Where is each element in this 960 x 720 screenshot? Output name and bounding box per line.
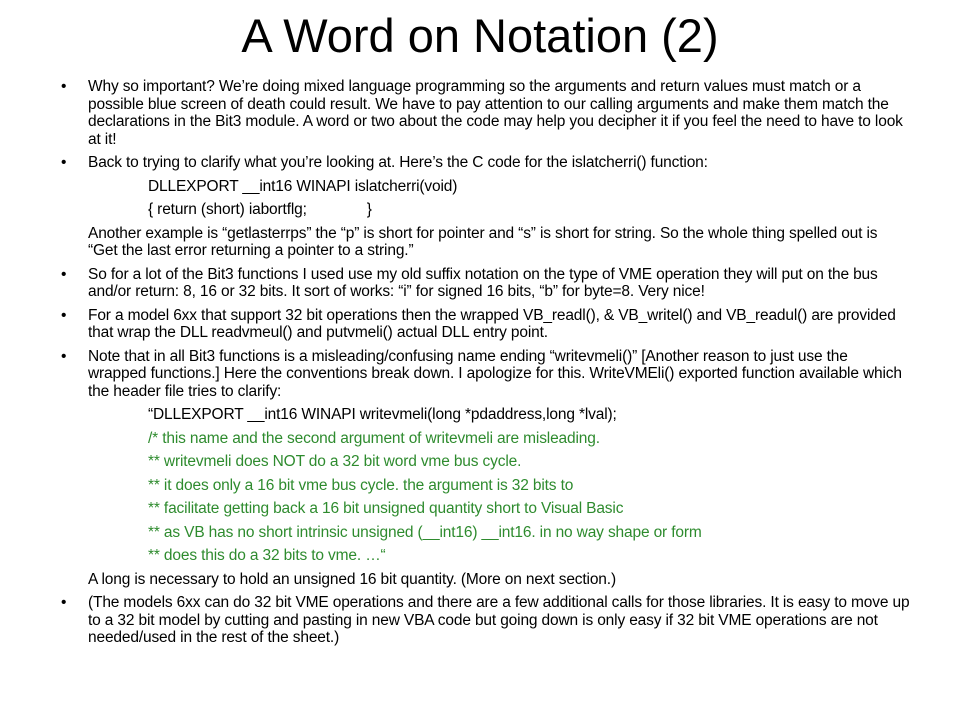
code-comment-line: ** writevmeli does NOT do a 32 bit word vme bus cycle.	[148, 453, 522, 470]
bullet-text: (The models 6xx can do 32 bit VME operations and there are a few additional calls for those libraries. It is easy to move up to a 32 bit model by cutting and pasting in new VBA code but going down is only easy if 32 bit VME operations are not needed/used in the rest of the sheet.)	[88, 594, 910, 646]
code-comment-line: ** facilitate getting back a 16 bit unsigned quantity short to Visual Basic	[148, 500, 624, 517]
bullet-text: Why so important? We’re doing mixed language programming so the arguments and return values must match or a possible blue screen of death could result. We have to pay attention to our calling arguments and make them match the declarations in the Bit3 module. A word or two about the code may help you decipher it if you feel the need to have to look at it!	[88, 78, 903, 148]
bullet-32bit-models	[60, 594, 910, 647]
bullet-followup-text: Another example is “getlasterrps” the “p” is short for pointer and “s” is short for string. So the whole thing spelled out is “Get the last error returning a pointer to a string.”	[88, 224, 878, 259]
bullet-dot: •	[61, 265, 67, 283]
bullet-dot: •	[61, 306, 67, 324]
code-comment-line: ** it does only a 16 bit vme bus cycle. the argument is 32 bits to	[148, 476, 574, 494]
code-body-open: { return (short) iabortflg;	[148, 201, 307, 218]
bullet-model-6xx	[60, 307, 910, 342]
bullet-suffix-notation	[60, 266, 910, 301]
bullet-writevmeli	[60, 348, 910, 589]
code-comment-line: ** as VB has no short intrinsic unsigned (__int16) __int16. in no way shape or form	[148, 523, 702, 541]
code-comment-line: /* this name and the second argument of writevmeli are misleading.	[148, 429, 600, 447]
bullet-dot: •	[61, 154, 67, 171]
bullet-text: For a model 6xx that support 32 bit operations then the wrapped VB_readl(), & VB_writel() and VB_readul() are provided that wrap the DLL readvmeul() and putvmeli() actual DLL entry point.	[88, 306, 896, 341]
code-line-body	[88, 201, 910, 219]
code-line-signature: “DLLEXPORT __int16 WINAPI writevmeli(long *pdaddress,long *lval);	[148, 406, 617, 423]
code-body-close: }	[366, 201, 372, 218]
slide-body	[60, 78, 910, 653]
code-comment-line: ** does this do a 32 bits to vme. …“	[148, 547, 386, 564]
slide-title: A Word on Notation (2)	[241, 9, 719, 62]
bullet-text: So for a lot of the Bit3 functions I used use my old suffix notation on the type of VME operation they will put on the bus and/or return: 8, 16 or 32 bits. It sort of works: “i” for signed 16 bits, “b” for byte=8. Very nice!	[88, 265, 878, 300]
bullet-dot: •	[61, 78, 67, 95]
code-line-signature: DLLEXPORT __int16 WINAPI islatcherri(void)	[148, 177, 458, 195]
bullet-clarify	[60, 154, 910, 260]
bullet-dot: •	[61, 594, 67, 611]
bullet-text: Back to trying to clarify what you’re looking at. Here’s the C code for the islatcherri() function:	[88, 154, 708, 171]
bullet-dot: •	[61, 347, 67, 365]
bullet-followup-text: A long is necessary to hold an unsigned 16 bit quantity. (More on next section.)	[88, 570, 616, 588]
bullet-text: Note that in all Bit3 functions is a misleading/confusing name ending “writevmeli()” [Another reason to just use the wrapped functions.] Here the conventions break down. I apologize for this. WriteVMEli() exported function available which the header file tries to clarify:	[88, 347, 902, 400]
bullet-why-important	[60, 78, 910, 148]
